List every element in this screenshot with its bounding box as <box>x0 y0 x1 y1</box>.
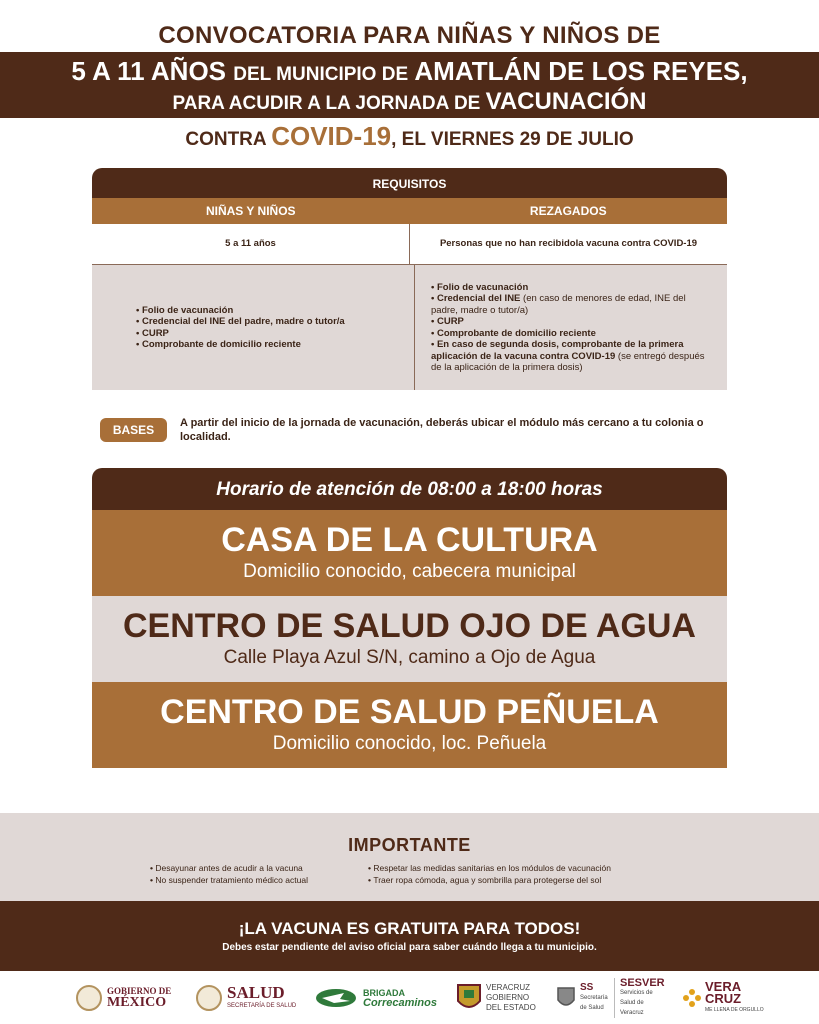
segunda-dosis-note: (se entregó después de la aplicación de la primera dosis) <box>431 350 705 373</box>
list-item: • Comprobante de domicilio reciente <box>136 339 345 351</box>
horario-banner: Horario de atención de 08:00 a 18:00 horas <box>92 468 727 510</box>
rezagados-description <box>410 224 727 264</box>
salud-sublabel: SECRETARÍA DE SALUD <box>227 1003 297 1009</box>
site-name: CENTRO DE SALUD OJO DE AGUA <box>122 607 696 645</box>
segunda-dosis-label: En caso de segunda dosis, comprobante de la primera aplicación de la vacuna contra COVID-19 <box>431 339 684 362</box>
list-item: • Credencial del INE del padre, madre o tutor/a <box>136 316 345 328</box>
veracruz-orgullo-logo <box>682 975 764 1020</box>
flower-icon <box>682 988 702 1008</box>
column-header-rezagados: REZAGADOS <box>529 204 607 218</box>
site-address: Domicilio conocido, cabecera municipal <box>243 561 576 582</box>
ss-logo <box>556 975 610 1020</box>
gratuita-subtitle: Debes estar pendiente del aviso oficial para saber cuándo llega a tu municipio. <box>222 942 597 953</box>
importante-left-list <box>150 862 308 886</box>
veracruz-label: VERACRUZ <box>486 982 531 992</box>
site-address: Calle Playa Azul S/N, camino a Ojo de Agua <box>223 647 596 668</box>
bases-text: A partir del inicio de la jornada de vacunación, deberás ubicar el módulo más cercano a tu colonia o localidad. <box>180 417 704 443</box>
rezagados-description-1: Personas que no han recibido <box>439 238 576 249</box>
ss-shield-icon <box>556 986 576 1010</box>
logos-footer <box>0 975 819 1020</box>
eagle-seal-icon <box>76 985 102 1011</box>
sesver-logo <box>614 975 668 1020</box>
header-date: , EL VIERNES 29 DE JULIO <box>391 129 634 150</box>
header-municipio-label: DEL MUNICIPIO DE <box>233 64 409 85</box>
eagle-seal-icon <box>196 985 222 1011</box>
list-item: • CURP <box>431 316 709 328</box>
gob-label-2: MÉXICO <box>107 994 167 1010</box>
gratuita-title: ¡LA VACUNA ES GRATUITA PARA TODOS! <box>238 919 581 938</box>
header-vacunacion: VACUNACIÓN <box>485 88 647 115</box>
site-address: Domicilio conocido, loc. Peñuela <box>272 733 547 754</box>
site-name: CENTRO DE SALUD PEÑUELA <box>160 693 659 731</box>
list-item: • No suspender tratamiento médico actual <box>150 874 308 886</box>
requisitos-items-row <box>92 265 727 390</box>
ine-note: (en caso de menores de edad, INE del padre, madre o tutor/a) <box>431 293 686 316</box>
header-line-4 <box>0 120 819 156</box>
list-item <box>431 293 709 316</box>
requisitos-table <box>92 168 727 390</box>
list-item: • Respetar las medidas sanitarias en los módulos de vacunación <box>368 862 611 874</box>
estado-label: DEL ESTADO <box>486 1002 536 1012</box>
gobierno-label: GOBIERNO <box>486 992 530 1002</box>
header-age: 5 A 11 AÑOS <box>71 56 227 86</box>
brigada-correcaminos-logo <box>314 975 437 1020</box>
site-name: CASA DE LA CULTURA <box>221 521 598 559</box>
requisitos-title: REQUISITOS <box>92 168 727 198</box>
ninos-requirements <box>92 265 415 390</box>
list-item: • Desayunar antes de acudir a la vacuna <box>150 862 308 874</box>
locations-panel <box>92 468 727 768</box>
site-casa-cultura <box>92 510 727 596</box>
veracruz-shield-icon <box>456 983 482 1013</box>
requisitos-column-headers <box>92 198 727 224</box>
gobierno-mexico-logo <box>76 975 171 1020</box>
list-item: • Folio de vacunación <box>431 282 709 294</box>
gob-label-1: GOBIERNO DE <box>107 985 172 996</box>
header-municipio: AMATLÁN DE LOS REYES, <box>414 56 748 86</box>
importante-section <box>0 813 819 901</box>
sesver-sublabel: Servicios de Salud de Veracruz <box>620 989 653 1016</box>
rezagados-description-2: la vacuna contra COVID-19 <box>575 238 698 249</box>
list-item: • Folio de vacunación <box>136 305 345 317</box>
cruz-label: CRUZ <box>705 990 742 1006</box>
header-line-1: CONVOCATORIA PARA NIÑAS Y NIÑOS DE <box>158 22 661 49</box>
list-item: • CURP <box>136 328 345 340</box>
correcaminos-label: Correcaminos <box>363 996 437 1009</box>
sesver-label: SESVER <box>620 976 665 989</box>
vera-label: VERA <box>705 978 742 994</box>
ninos-description: 5 a 11 años <box>92 224 410 264</box>
header-line-2 <box>0 56 819 90</box>
ss-label: SS <box>580 981 594 993</box>
rezagados-requirements <box>415 265 727 390</box>
column-header-ninos: NIÑAS Y NIÑOS <box>205 204 296 218</box>
salud-logo <box>196 975 296 1020</box>
ss-sublabel: Secretaría de Salud <box>580 994 608 1011</box>
bases-badge: BASES <box>100 418 167 442</box>
roadrunner-icon <box>314 987 358 1009</box>
header-covid: COVID-19 <box>271 121 392 151</box>
ine-label: Credencial del INE <box>436 293 521 304</box>
site-ojo-de-agua <box>92 596 727 682</box>
importante-right-list <box>368 862 611 886</box>
list-item: • Comprobante de domicilio reciente <box>431 328 709 340</box>
veracruz-gobierno-logo <box>456 975 536 1020</box>
list-item <box>431 339 709 374</box>
header-line-3 <box>0 88 819 118</box>
requisitos-description-row <box>92 224 727 265</box>
site-penuela <box>92 682 727 768</box>
header-contra: CONTRA <box>185 129 266 150</box>
list-item: • Traer ropa cómoda, agua y sombrilla para protegerse del sol <box>368 874 611 886</box>
salud-label: SALUD <box>227 983 285 1002</box>
brigada-label: BRIGADA <box>363 987 405 998</box>
header-jornada: PARA ACUDIR A LA JORNADA DE <box>172 93 481 114</box>
orgullo-label: ME LLENA DE ORGULLO <box>705 1006 764 1013</box>
importante-title: IMPORTANTE <box>348 835 471 855</box>
